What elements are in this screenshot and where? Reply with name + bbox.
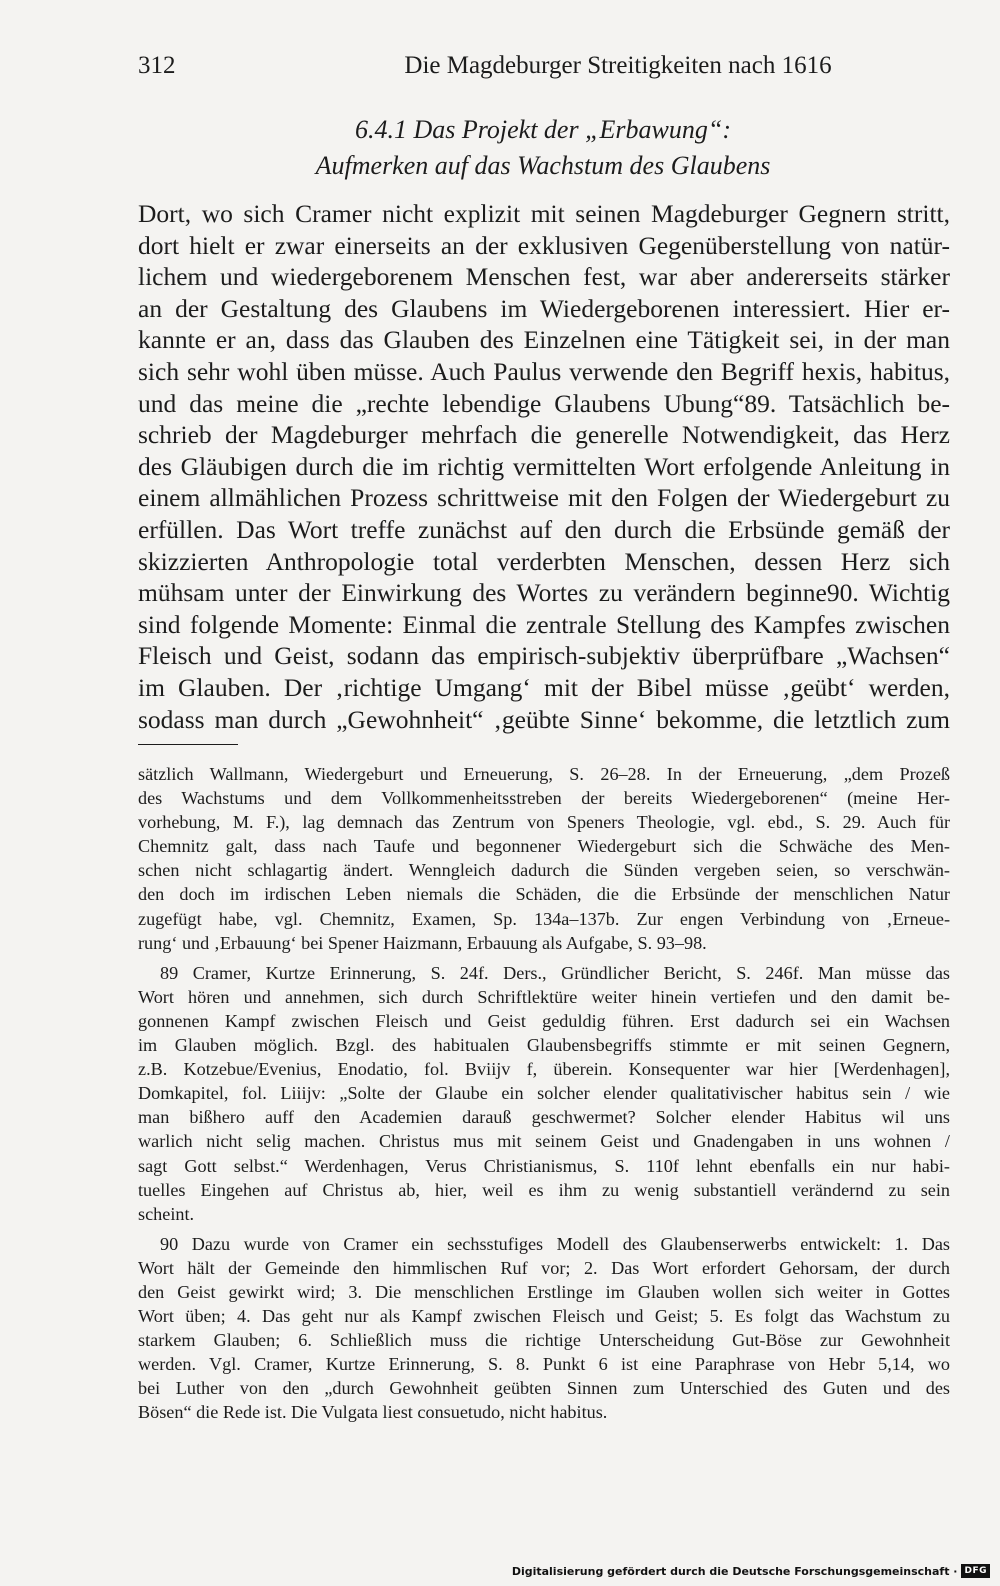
footnote-continuation-line: sätzlich Wallmann, Wiedergeburt und Erneuerung, S. 26–28. In der Erneuerung, „dem Prozeß <box>138 764 950 784</box>
footnote-continuation-line: rung‘ und ‚Erbauung‘ bei Spener Haizmann, Erbauung als Aufgabe, S. 93–98. <box>138 932 707 953</box>
footnote-89-line: 89 Cramer, Kurtze Erinnerung, S. 24f. Ders., Gründlicher Bericht, S. 246f. Man müsse das <box>160 962 950 983</box>
dfg-logo: DFG <box>961 1564 990 1578</box>
section-heading-line-1: 6.4.1 Das Projekt der „Erbawung“: <box>354 115 732 144</box>
footnote-89-line: Wort hören und annehmen, sich durch Schriftlektüre weiter hinein vertiefen und den damit be- <box>138 986 950 1007</box>
body-text-line: Dort, wo sich Cramer nicht explizit mit seinen Magdeburger Gegnern stritt, <box>138 199 950 228</box>
footnote-89-line: Domkapitel, fol. Liiijv: „Solte der Glaube ein solcher elender qualitativischer habitus sein / wie <box>138 1083 950 1104</box>
footnote-90-line: Wort hält der Gemeinde den himmlischen Ruf vor; 2. Das Wort erfordert Gehorsam, der durch <box>138 1257 950 1278</box>
body-text-line: Fleisch und Geist, sodann das empirisch-subjektiv überprüfbare „Wachsen“ <box>138 641 950 671</box>
body-text-line: skizzierten Anthropologie total verderbten Menschen, dessen Herz sich <box>138 546 950 576</box>
footnote-90 <box>138 1232 950 1425</box>
footnote-89-line: man bißhero auff den Academien darauß geschwermet? Solcher elender Habitus wil uns <box>138 1107 950 1128</box>
footnote-separator <box>138 744 238 745</box>
section-heading <box>138 112 948 184</box>
footnote-continuation-line: schen nicht schlagartig ändert. Wenngleich dadurch die Sünden vergeben seien, so verschwän- <box>138 860 950 881</box>
body-text-line: an der Gestaltung des Glaubens im Wiedergeborenen interessiert. Hier er- <box>138 293 950 323</box>
body-text-line: im Glauben. Der ‚richtige Umgang‘ mit der Bibel müsse ‚geübt‘ werden, <box>138 672 950 702</box>
footnote-89-line: gonnenen Kampf zwischen Fleisch und Geist geduldig führen. Erst dadurch sei ein Wachsen <box>138 1010 950 1031</box>
footnote-89-line: tuelles Eingehen auf Christus ab, hier, weil es ihm zu wenig substantiell verändernd zu sein <box>138 1179 950 1200</box>
footnote-90-line: den Geist gewirkt wird; 3. Die menschlichen Erstlinge im Glauben wollen sich weiter in Gottes <box>138 1281 950 1302</box>
footnote-continuation-line: zugefügt habe, vgl. Chemnitz, Examen, Sp. 134a–137b. Zur engen Verbindung von ‚Erneue- <box>138 908 950 929</box>
body-text-line: sind folgende Momente: Einmal die zentrale Stellung des Kampfes zwischen <box>138 609 950 639</box>
footnote-continuation-line: Chemnitz galt, dass nach Taufe und begonnener Wiedergeburt sich die Schwäche des Men- <box>138 836 950 857</box>
footnote-90-line: starkem Glauben; 6. Schließlich muss die richtige Unterscheidung Gut-Böse zur Gewohnheit <box>138 1330 950 1351</box>
footnote-90-line: werden. Vgl. Cramer, Kurtze Erinnerung, S. 8. Punkt 6 ist eine Paraphrase von Hebr 5,14, wo <box>138 1354 950 1375</box>
body-text-line: des Gläubigen durch die im richtig vermittelten Wort erfolgende Anleitung in <box>138 451 950 481</box>
body-text <box>138 198 950 735</box>
body-text-line: kannte er an, dass das Glauben des Einzelnen eine Tätigkeit sei, in der man <box>138 325 950 355</box>
footnote-89-line: warlich nicht selig machen. Christus mus mit seinem Geist und Gnadengaben in uns wohnen / <box>138 1131 950 1152</box>
footnote-continuation-line: vorhebung, M. F.), lag demnach das Zentrum von Speners Theologie, vgl. ebd., S. 29. Auch für <box>138 812 950 833</box>
body-text-line: und das meine die „rechte lebendige Glaubens Ubung“89. Tatsächlich be- <box>138 388 950 418</box>
digitization-credit <box>512 1562 990 1580</box>
running-title: Die Magdeburger Streitigkeiten nach 1616 <box>404 52 832 79</box>
body-text-line: dort hielt er zwar einerseits an der exklusiven Gegenüberstellung von natür- <box>138 230 950 260</box>
section-heading-line-2: Aufmerken auf das Wachstum des Glaubens <box>315 151 771 180</box>
footnote-continuation-line: des Wachstums und dem Vollkommenheitsstreben der bereits Wiedergeborenen“ (meine Her- <box>138 788 950 809</box>
body-text-line: erfüllen. Das Wort treffe zunächst auf den durch die Erbsünde gemäß der <box>138 514 950 544</box>
footnote-90-line: 90 Dazu wurde von Cramer ein sechsstufiges Modell des Glaubenserwerbs entwickelt: 1. Das <box>160 1233 950 1254</box>
body-text-line: einem allmählichen Prozess schrittweise mit den Folgen der Wiedergeburt zu <box>138 483 950 513</box>
footnote-89-line: im Glauben möglich. Bzgl. des habitualen Glaubensbegriffs stimmte er mit seinen Gegnern, <box>138 1035 950 1056</box>
credit-text: Digitalisierung gefördert durch die Deutsche Forschungsgemeinschaft · <box>511 1564 958 1578</box>
footnote-continuation-line: den doch im irdischen Leben niemals die Schäden, die die Erbsünde der menschlichen Natur <box>138 884 950 905</box>
footnote-90-line: bei Luther von den „durch Gewohnheit geübten Sinnen zum Unterschied des Guten und des <box>138 1378 950 1399</box>
body-text-line: sodass man durch „Gewohnheit“ ‚geübte Sinne‘ bekomme, die letztlich zum <box>138 704 950 734</box>
footnote-89 <box>138 961 950 1226</box>
body-text-line: sich sehr wohl üben müsse. Auch Paulus verwende den Begriff hexis, habitus, <box>138 356 950 386</box>
footnote-90-line: Wort üben; 4. Das geht nur als Kampf zwischen Fleisch und Geist; 5. Es folgt das Wachstum zu <box>138 1306 950 1327</box>
footnotes <box>138 762 950 1431</box>
body-text-line: lichem und wiedergeborenem Menschen fest, war aber andererseits stärker <box>138 262 950 292</box>
footnote-90-line: Bösen“ die Rede ist. Die Vulgata liest consuetudo, nicht habitus. <box>138 1402 608 1423</box>
page-header <box>138 52 948 88</box>
body-text-line: schrieb der Magdeburger mehrfach die generelle Notwendigkeit, das Herz <box>138 420 950 450</box>
footnote-continuation <box>138 762 950 955</box>
footnote-89-line: z.B. Kotzebue/Evenius, Enodatio, fol. Bviijv f, überein. Konsequenter war hier [Werdenhagen], <box>138 1059 950 1080</box>
page-number: 312 <box>138 52 176 79</box>
body-text-line: mühsam unter der Einwirkung des Wortes zu verändern beginne90. Wichtig <box>138 578 950 608</box>
footnote-89-line: scheint. <box>138 1203 195 1224</box>
footnote-89-line: sagt Gott selbst.“ Werdenhagen, Verus Christianismus, S. 110f lehnt ebenfalls ein nur habi- <box>138 1155 950 1176</box>
